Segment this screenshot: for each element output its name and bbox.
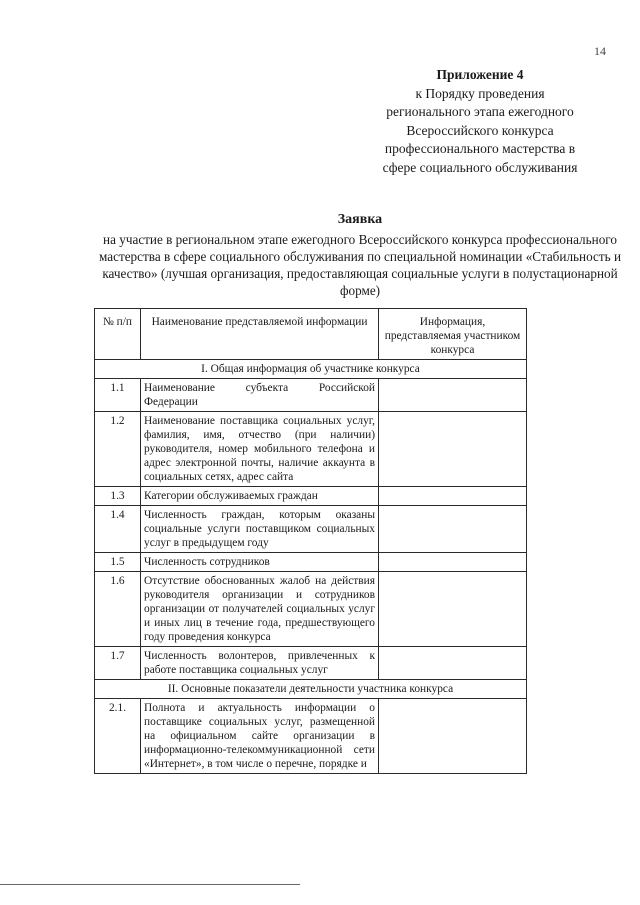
section-row [95, 360, 527, 379]
row-number: 1.7 [95, 647, 141, 680]
section-row [95, 680, 527, 699]
row-text: Численность граждан, которым оказаны социальные услуги поставщиком социальных услуг в предыдущем году [141, 506, 379, 553]
row-info-cell[interactable] [379, 412, 527, 487]
page-number: 14 [594, 44, 606, 58]
header-number: № п/п [95, 309, 141, 360]
appendix-line: сфере социального обслуживания [382, 159, 578, 175]
footer-divider [0, 884, 300, 885]
table-row [95, 506, 527, 553]
section-title: II. Основные показатели деятельности участника конкурса [95, 680, 527, 699]
row-number: 1.2 [95, 412, 141, 487]
row-number: 1.5 [95, 553, 141, 572]
row-info-cell[interactable] [379, 487, 527, 506]
appendix-line: к Порядку проведения [415, 85, 545, 101]
row-info-cell[interactable] [379, 379, 527, 412]
row-info-cell[interactable] [379, 553, 527, 572]
row-info-cell[interactable] [379, 506, 527, 553]
header-name: Наименование представляемой информации [141, 309, 379, 360]
table-row [95, 572, 527, 647]
table-row [95, 487, 527, 506]
row-text: Наименование субъекта Российской Федерации [141, 379, 379, 412]
table-row [95, 553, 527, 572]
row-text: Категории обслуживаемых граждан [141, 487, 379, 506]
row-text: Отсутствие обоснованных жалоб на действия руководителя организации и сотрудников организации от получателей социальных услуг и иных лиц в течение года, предшествующего году проведения конкурса [141, 572, 379, 647]
document-subheading: на участие в региональном этапе ежегодного Всероссийского конкурса профессионального мастерства в сфере социального обслуживания по специальной номинации «Стабильность и качество» (лучшая организация, предоставляющая социальные услуги в полустационарной форме) [98, 232, 622, 298]
row-number: 1.3 [95, 487, 141, 506]
table-row [95, 379, 527, 412]
appendix-line: Всероссийского конкурса [406, 122, 554, 138]
section-title: I. Общая информация об участнике конкурса [95, 360, 527, 379]
row-info-cell[interactable] [379, 647, 527, 680]
table-row [95, 699, 527, 774]
row-info-cell[interactable] [379, 572, 527, 647]
row-text: Наименование поставщика социальных услуг, фамилия, имя, отчество (при наличии) руководителя, номер мобильного телефона и адрес электронной почты, наличие аккаунта в социальных сетях, адрес сайта [141, 412, 379, 487]
row-number: 1.1 [95, 379, 141, 412]
document-heading: Заявка [337, 212, 383, 227]
appendix-block [330, 66, 630, 177]
row-number: 1.6 [95, 572, 141, 647]
appendix-line: регионального этапа ежегодного [386, 104, 574, 119]
application-table [94, 308, 527, 774]
table-row [95, 647, 527, 680]
row-number: 2.1. [95, 699, 141, 774]
appendix-line: профессионального мастерства в [384, 141, 576, 156]
row-text: Численность волонтеров, привлеченных к работе поставщика социальных услуг [141, 647, 379, 680]
row-info-cell[interactable] [379, 699, 527, 774]
row-text: Численность сотрудников [141, 553, 379, 572]
row-text: Полнота и актуальность информации о поставщике социальных услуг, размещенной на официальном сайте организации в информационно-телекоммуникационной сети «Интернет», в том числе о перечне, порядке и [141, 699, 379, 774]
table-row [95, 412, 527, 487]
row-number: 1.4 [95, 506, 141, 553]
table-header-row [95, 309, 527, 360]
appendix-title: Приложение 4 [436, 67, 524, 82]
header-info: Информация, представляемая участником конкурса [379, 309, 527, 360]
